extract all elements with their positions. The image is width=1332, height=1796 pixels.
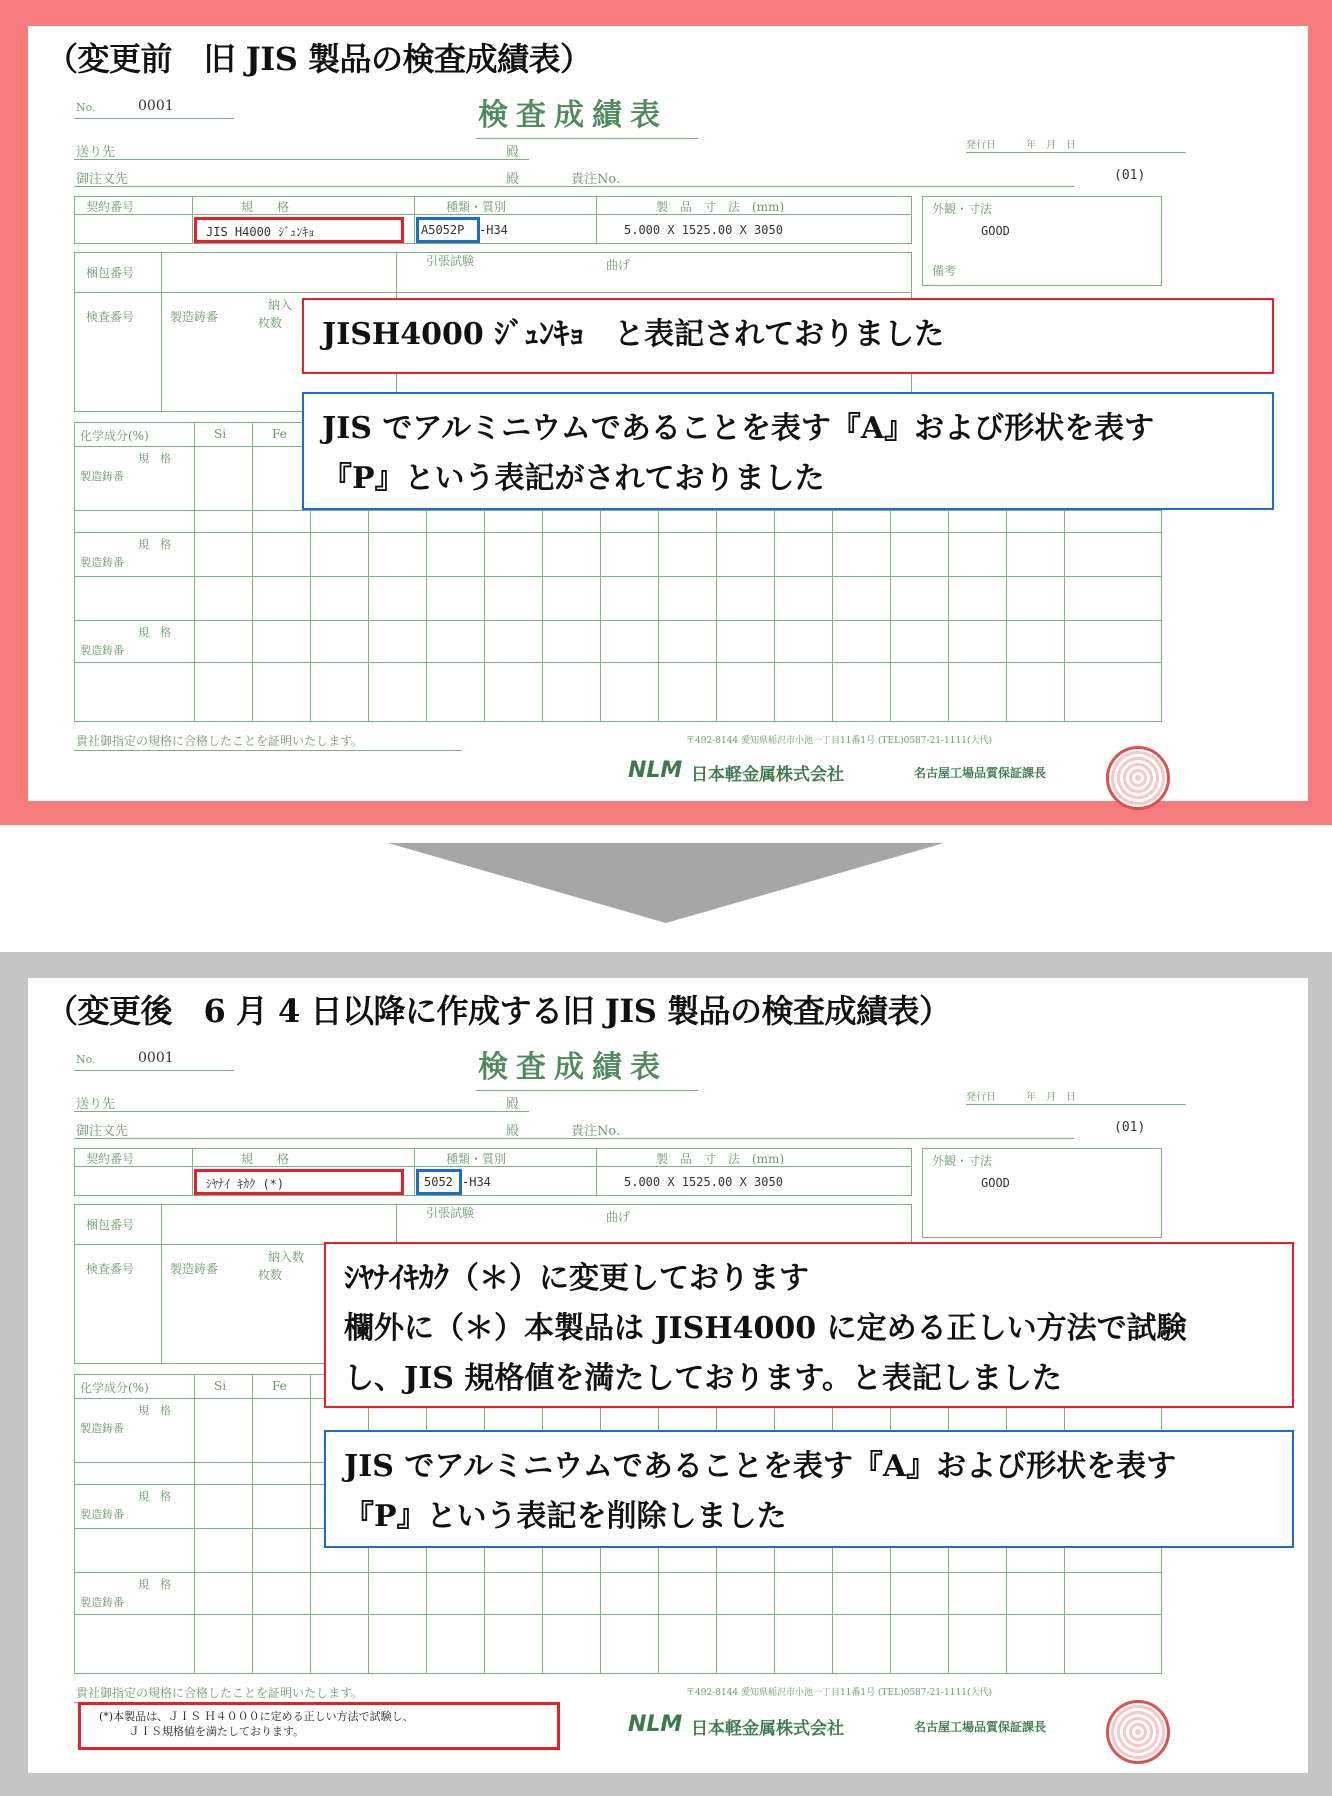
cast-no-label: 製造鋳番 (80, 1508, 124, 1521)
col-contract: 契約番号 (86, 1152, 135, 1166)
address-text: 〒492-8144 愛知県稲沢市小池一丁目11番1号 (TEL)0587-21-1111(大代) (686, 736, 992, 746)
footnote-line1: (*)本製品は、ＪＩＳ Ｈ４０００に定める正しい方法で試験し、 (99, 1710, 414, 1723)
form-no-value: 0001 (138, 98, 174, 114)
issue-date-label: 発行日 年 月 日 (966, 1092, 1076, 1103)
company-name: 日本軽金属株式会社 (691, 765, 844, 785)
spec-highlight-red (194, 1169, 404, 1195)
cast-no-label: 製造鋳番 (80, 1596, 124, 1609)
spec-short-label: 規 格 (138, 1404, 171, 1417)
spec-short-label: 規 格 (138, 626, 171, 639)
orderer-label: 御注文先 (76, 1124, 129, 1139)
sheets-label: 枚数 (258, 316, 283, 330)
type-highlight-blue (416, 217, 480, 243)
callout-red-line1: ｼﾔﾅｲｷｶｸ（＊）に変更しております (344, 1261, 809, 1296)
tensile-test-label: 引張試験 (426, 1206, 475, 1220)
dept-name: 名古屋工場品質保証課長 (914, 1720, 1047, 1734)
spec-value: JIS H4000 ｼﾞｭﾝｷｮ (206, 225, 315, 239)
company-logo-mark: NLM (628, 1712, 683, 1737)
spec-short-label: 規 格 (138, 1578, 171, 1591)
company-seal (1106, 1700, 1170, 1764)
delivery-label: 納入 (268, 298, 293, 312)
si-label: Si (214, 427, 227, 441)
footnote-box (78, 1702, 560, 1750)
bend-label: 曲げ (606, 1210, 631, 1224)
delivery-label: 納入数 (268, 1250, 305, 1264)
col-spec: 規 格 (241, 200, 290, 214)
address-text: 〒492-8144 愛知県稲沢市小池一丁目11番1号 (TEL)0587-21-1111(大代) (686, 1688, 992, 1698)
callout-blue-line2: 『P』という表記がされておりました (322, 461, 825, 496)
dest-label: 送り先 (76, 145, 116, 160)
after-callout-red (324, 1242, 1294, 1408)
callout-blue-line2: 『P』という表記を削除しました (344, 1499, 787, 1534)
sheet-no: (01) (1114, 1120, 1146, 1135)
cast-no-label: 製造鋳番 (170, 310, 219, 324)
issue-date-label: 発行日 年 月 日 (966, 140, 1076, 151)
appearance-value: GOOD (981, 1176, 1010, 1190)
honorific: 殿 (506, 1124, 520, 1139)
order-no-label: 貴注No. (571, 1124, 621, 1139)
spec-highlight-red (194, 217, 404, 243)
bend-label: 曲げ (606, 258, 631, 272)
certify-text: 貴社御指定の規格に合格したことを証明いたします。 (76, 734, 364, 748)
form-no-value: 0001 (138, 1050, 174, 1066)
fe-label: Fe (272, 1379, 287, 1393)
callout-blue-line1: JIS でアルミニウムであることを表す『A』および形状を表す (322, 411, 1155, 446)
before-panel (0, 0, 1332, 825)
after-panel (0, 952, 1332, 1796)
cast-no-label: 製造鋳番 (80, 644, 124, 657)
col-appearance: 外観・寸法 (932, 202, 993, 216)
bundle-no-label: 梱包番号 (86, 266, 135, 280)
callout-red-line3: し、JIS 規格値を満たしております。と表記しました (344, 1361, 1062, 1396)
appearance-value: GOOD (981, 224, 1010, 238)
spec-short-label: 規 格 (138, 1490, 171, 1503)
honorific: 殿 (506, 145, 520, 160)
form-no-label: No. (76, 101, 96, 114)
type-value-highlight: 5052 (424, 1175, 453, 1189)
type-value-highlight: A5052P (421, 223, 465, 237)
before-title: （変更前 旧 JIS 製品の検査成績表） (46, 40, 592, 78)
chem-label: 化学成分(%) (80, 1381, 149, 1395)
col-dims: 製 品 寸 法 (mm) (656, 1152, 785, 1166)
fe-label: Fe (272, 427, 287, 441)
certify-text: 貴社御指定の規格に合格したことを証明いたします。 (76, 1686, 364, 1700)
order-no-label: 貴注No. (571, 172, 621, 187)
remarks-label: 備考 (932, 264, 957, 278)
after-panel-content (28, 978, 1308, 1773)
honorific: 殿 (506, 1097, 520, 1112)
footnote-line2: ＪＩＳ規格値を満たしております。 (129, 1725, 305, 1738)
spec-value: ｼﾔﾅｲ ｷｶｸ (*) (206, 1177, 285, 1191)
callout-red-text: JISH4000 ｼﾞｭﾝｷｮ と表記されておりました (322, 317, 945, 352)
si-label: Si (214, 1379, 227, 1393)
dest-label: 送り先 (76, 1097, 116, 1112)
inspect-no-label: 検査番号 (86, 1262, 135, 1276)
cast-no-label: 製造鋳番 (80, 470, 124, 483)
inspect-no-label: 検査番号 (86, 310, 135, 324)
form-no-label: No. (76, 1053, 96, 1066)
form-title: 検査成績表 (478, 98, 668, 133)
after-title: （変更後 6 月 4 日以降に作成する旧 JIS 製品の検査成績表） (46, 992, 951, 1030)
sheet-no: (01) (1114, 168, 1146, 183)
callout-blue-line1: JIS でアルミニウムであることを表す『A』および形状を表す (344, 1449, 1177, 1484)
sheets-label: 枚数 (258, 1268, 283, 1282)
tensile-test-label: 引張試験 (426, 254, 475, 268)
callout-red-line2: 欄外に（＊）本製品は JISH4000 に定める正しい方法で試験 (344, 1311, 1187, 1346)
company-logo-mark: NLM (628, 758, 683, 783)
col-spec: 規 格 (241, 1152, 290, 1166)
spec-short-label: 規 格 (138, 452, 171, 465)
before-callout-blue (302, 392, 1274, 510)
dims-value: 5.000 X 1525.00 X 3050 (624, 223, 783, 237)
col-appearance: 外観・寸法 (932, 1154, 993, 1168)
type-value-rest: -H34 (479, 223, 508, 237)
company-seal (1106, 746, 1170, 810)
chem-label: 化学成分(%) (80, 429, 149, 443)
col-type: 種類・質別 (446, 200, 507, 214)
orderer-label: 御注文先 (76, 172, 129, 187)
form-title: 検査成績表 (478, 1050, 668, 1085)
cast-no-label: 製造鋳番 (80, 1422, 124, 1435)
company-name: 日本軽金属株式会社 (691, 1719, 844, 1739)
before-panel-content (28, 26, 1308, 801)
col-type: 種類・質別 (446, 1152, 507, 1166)
after-callout-blue (324, 1430, 1294, 1548)
col-contract: 契約番号 (86, 200, 135, 214)
type-highlight-blue (416, 1169, 462, 1195)
honorific: 殿 (506, 172, 520, 187)
cast-no-label: 製造鋳番 (170, 1262, 219, 1276)
cast-no-label: 製造鋳番 (80, 556, 124, 569)
down-arrow-icon (388, 843, 944, 923)
before-callout-red (302, 298, 1274, 374)
dept-name: 名古屋工場品質保証課長 (914, 766, 1047, 780)
bundle-no-label: 梱包番号 (86, 1218, 135, 1232)
spec-short-label: 規 格 (138, 538, 171, 551)
type-value-rest: -H34 (462, 1175, 491, 1189)
col-dims: 製 品 寸 法 (mm) (656, 200, 785, 214)
dims-value: 5.000 X 1525.00 X 3050 (624, 1175, 783, 1189)
